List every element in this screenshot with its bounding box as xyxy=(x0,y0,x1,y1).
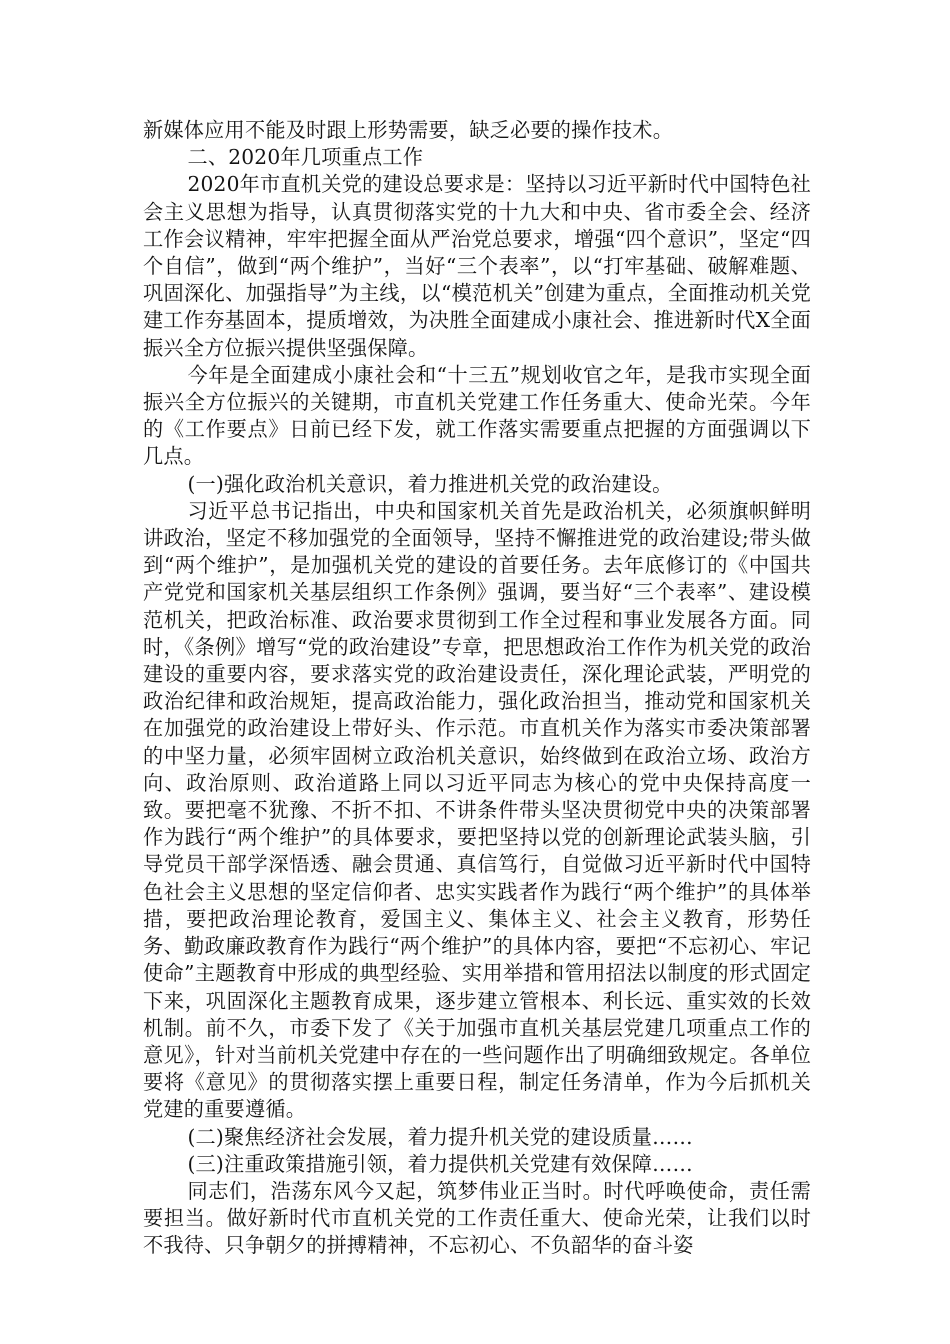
subheading-two: (二)聚焦经济社会发展，着力提升机关党的建设质量…… xyxy=(187,1124,693,1149)
subheading-one: (一)强化政治机关意识，着力推进机关党的政治建设。 xyxy=(187,471,673,496)
document-body xyxy=(143,117,811,1260)
section-heading: 二、2020年几项重点工作 xyxy=(187,145,424,170)
paragraph-political-construction: 习近平总书记指出，中央和国家机关首先是政治机关，必须旗帜鲜明讲政治，坚定不移加强党的全面领导，坚持不懈推进党的政治建设;带头做到“两个维护”，是加强机关党的建设的首要任务。去年底修订的《中国共产党党和国家机关基层组织工作条例》强调，要当好“三个表率”、建设模范机关，把政治标准、政治要求贯彻到工作全过程和事业发展各方面。同时，《条例》增写“党的政治建设”专章，把思想政治工作作为机关党的政治建设的重要内容，要求落实党的政治建设责任，深化理论武装，严明党的政治纪律和政治规矩，提高政治能力，强化政治担当，推动党和国家机关在加强党的政治建设上带好头、作示范。市直机关作为落实市委决策部署的中坚力量，必须牢固树立政治机关意识，始终做到在政治立场、政治方向、政治原则、政治道路上同以习近平同志为核心的党中央保持高度一致。要把毫不犹豫、不折不扣、不讲条件带头坚决贯彻党中央的决策部署作为践行“两个维护”的具体要求，要把坚持以党的创新理论武装头脑，引导党员干部学深悟透、融会贯通、真信笃行，自觉做习近平新时代中国特色社会主义思想的坚定信仰者、忠实实践者作为践行“两个维护”的具体举措，要把政治理论教育，爱国主义、集体主义、社会主义教育，形势任务、勤政廉政教育作为践行“两个维护”的具体内容，要把“不忘初心、牢记使命”主题教育中形成的典型经验、实用举措和管用招法以制度的形式固定下来，巩固深化主题教育成果，逐步建立管根本、利长远、重实效的长效机制。前不久，市委下发了《关于加强市直机关基层党建几项重点工作的意见》，针对当前机关党建中存在的一些问题作出了明确细致规定。各单位要将《意见》的贯彻落实摆上重要日程，制定任务清单，作为今后抓机关党建的重要遵循。 xyxy=(143,498,811,1122)
paragraph-this-year: 今年是全面建成小康社会和“十三五”规划收官之年，是我市实现全面振兴全方位振兴的关键期，市直机关党建工作任务重大、使命光荣。今年的《工作要点》日前已经下发，就工作落实需要重点把握的方面强调以下几点。 xyxy=(143,362,811,469)
paragraph-continuation: 新媒体应用不能及时跟上形势需要，缺乏必要的操作技术。 xyxy=(143,118,674,142)
paragraph-general-requirements: 2020年市直机关党的建设总要求是：坚持以习近平新时代中国特色社会主义思想为指导，认真贯彻落实党的十九大和中央、省市委全会、经济工作会议精神，牢牢把握全面从严治党总要求，增强“四个意识”，坚定“四个自信”，做到“两个维护”，当好“三个表率”，以“打牢基础、破解难题、巩固深化、加强指导”为主线，以“模范机关”创建为重点，全面推动机关党建工作夯基固本，提质增效，为决胜全面建成小康社会、推进新时代X全面振兴全方位振兴提供坚强保障。 xyxy=(143,172,811,360)
paragraph-closing: 同志们，浩荡东风今又起，筑梦伟业正当时。时代呼唤使命，责任需要担当。做好新时代市直机关党的工作责任重大、使命光荣，让我们以时不我待、只争朝夕的拼搏精神，不忘初心、不负韶华的奋斗姿 xyxy=(143,1178,811,1258)
subheading-three: (三)注重政策措施引领，着力提供机关党建有效保障…… xyxy=(187,1151,693,1176)
